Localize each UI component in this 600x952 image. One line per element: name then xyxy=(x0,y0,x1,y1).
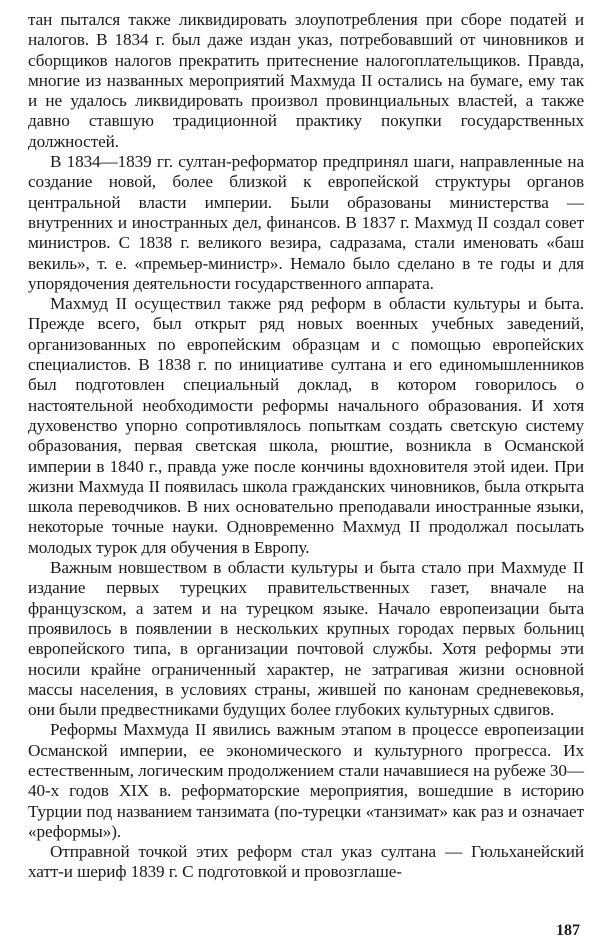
paragraph-5: Реформы Махмуда II явились важным этапом в процессе европеизации Османской империи, ее экономического и культурного прогресса. Их естественным, логическим продолжением стали начавшиеся на рубеже 30—40-х годов XIX в. реформаторские мероприятия, вошедшие в историю Турции под названием танзимата (по-турецки «танзимат» как раз и означает «реформы»). xyxy=(28,720,584,841)
paragraph-3: Махмуд II осуществил также ряд реформ в области культуры и быта. Прежде всего, был открыт ряд новых военных учебных заведений, организованных по европейским образцам и с помощью европейских специалистов. В 1838 г. по инициативе султана и его единомышленников был подготовлен специальный доклад, в котором говорилось о настоятельной необходимости реформы начального образования. И хотя духовенство упорно сопротивлялось попыткам создать светскую систему образования, первая светская школа, рюштие, возникла в Османской империи в 1840 г., правда уже после кончины вдохновителя этой идеи. При жизни Махмуда II появилась школа гражданских чиновников, была открыта школа переводчиков. В них основательно преподавали иностранные языки, некоторые точные науки. Одновременно Махмуд II продолжал посылать молодых турок для обучения в Европу. xyxy=(28,294,584,557)
page-number: 187 xyxy=(556,922,580,939)
paragraph-2: В 1834—1839 гг. султан-реформатор предпринял шаги, направленные на создание новой, более близкой к европейской структуры органов центральной власти империи. Были образованы министерства — внутренних и иностранных дел, финансов. В 1837 г. Махмуд II создал совет министров. С 1838 г. великого везира, садразама, стали именовать «баш векиль», т. е. «премьер-министр». Немало было сделано в те годы и для упорядочения деятельности государственного аппарата. xyxy=(28,152,584,293)
paragraph-6: Отправной точкой этих реформ стал указ султана — Гюльханейский хатт-и шериф 1839 г. С подготовкой и провозглаше- xyxy=(28,842,584,882)
body-text xyxy=(28,10,584,883)
paragraph-1: тан пытался также ликвидировать злоупотребления при сборе податей и налогов. В 1834 г. был даже издан указ, потребовавший от чиновников и сборщиков налогов прекратить притеснение налогоплательщиков. Правда, многие из названных мероприятий Махмуда II остались на бумаге, ему так и не удалось ликвидировать произвол провинциальных властей, а также давно ставшую традиционной практику покупки государственных должностей. xyxy=(28,10,584,151)
paragraph-4: Важным новшеством в области культуры и быта стало при Махмуде II издание первых турецких правительственных газет, вначале на французском, а затем и на турецком языке. Начало европеизации быта проявилось в появлении в нескольких крупных городах первых больниц европейского типа, в организации почтовой службы. Хотя реформы эти носили крайне ограниченный характер, не затрагивая жизни основной массы населения, в условиях страны, жившей по канонам средневековья, они были предвестниками будущих более глубоких культурных сдвигов. xyxy=(28,558,584,720)
